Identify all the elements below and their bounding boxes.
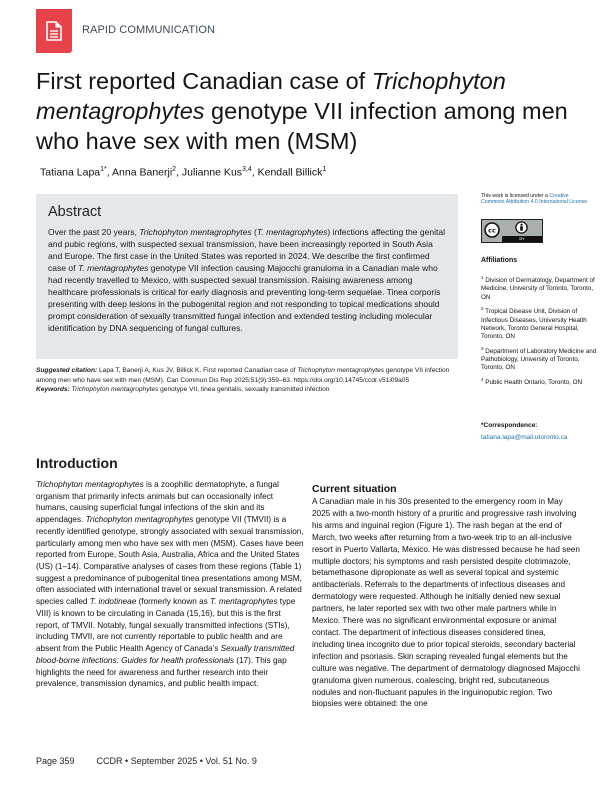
affiliations-list (481, 274, 601, 391)
author-list: Tatiana Lapa$^{1*}$, Anna Banerji$^2$, Julianne Kus$^{3,4}$, Kendall Billick$^1$ (40, 166, 327, 179)
license-notice: This work is licensed under a Creative Commons Attribution 4.0 International License. (481, 193, 589, 206)
attribution-person-icon (515, 221, 528, 234)
correspondence-email-link[interactable]: tatiana.lapa@mail.utoronto.ca (481, 434, 568, 441)
current-situation-text: A Canadian male in his 30s presented to the emergency room in May 2025 with a two-month history of a pruritic and progressive rash involving his arms and inguinal region (Figure 1). The rash began at the end of March, two weeks after returning from a two-week trip to an all-inclusive resort in Puerto Vallarta, Mexico. He was distressed because he had seen multiple doctors; his symptoms and rash persisted despite clotrimazole, betamethasone dipropionate as well as several topical and systemic antibacterials. Referrals to the departments of infectious diseases and dermatology were requested. Although he initially denied new sexual partners, he later reported sex with two other male partners while in Mexico. There was no significant environmental exposure or animal contact. The department of infectious diseases considered tinea, including tinea incognito due to prior topical steroids, secondary bacterial infection and psoriasis. Skin scraping revealed fungal elements but the culture was negative. The department of dermatology diagnosed Majocchi granuloma given numerous, coalescing, bright red, subcutaneous nodules and non-fluctuant papules in the inguinopubic region. Two biopsies were obtained: the one (312, 497, 580, 709)
section-badge (36, 9, 72, 53)
author: Kendall Billick (257, 166, 323, 179)
author: Julianne Kus (181, 166, 243, 179)
keywords-label: Keywords: (36, 386, 70, 394)
suggested-citation: Suggested citation: Lapa T, Banerji A, Kus JV, Billick K. First reported Canadian case of Trichophyton mentagrophytes genotype VII infection among men who have sex with men (MSM). Can Commun Dis Rep 2025;51(9):359–63. https://doi.org/10.14745/ccdr.v51i09a05 Keywords: Trichophyton mentagrophytes genotype VII, tinea genitalis, sexually transmitted infection (36, 367, 450, 394)
doi-link[interactable]: genotype VII infection among men who have sex with men (MSM). Can Commun Dis Rep 2025;51(9):359–63. https://doi.org/10.14745/ccdr.v51i09a05 (36, 367, 450, 384)
page-footer (36, 756, 257, 766)
article-title: First reported Canadian case of Trichophyton mentagrophytes genotype VII infection among men who have sex with men (MSM) (36, 68, 568, 154)
cc-by-badge[interactable] (481, 219, 543, 243)
affiliations-heading: Affiliations (481, 257, 518, 264)
citation-label: Suggested citation: (36, 367, 98, 374)
abstract-heading: Abstract (48, 204, 102, 220)
current-situation-heading: Current situation (312, 483, 397, 495)
affiliation-item: $^1$ Division of Dermatology, Department of Medicine, University of Toronto, Toronto, ON (481, 275, 595, 301)
license-link[interactable]: Creative Commons Attribution 4.0 International License. (481, 193, 589, 206)
affiliation-item: $^4$ Public Health Ontario, Toronto, ON (481, 376, 583, 386)
author: Anna Banerji (112, 166, 173, 179)
affiliation-item: $^3$ Department of Laboratory Medicine and Pathobiology, University of Toronto, Toronto, ON (481, 345, 597, 372)
svg-text:cc: cc (488, 226, 496, 235)
cc-icon (484, 222, 500, 238)
journal-issue: CCDR • September 2025 • Vol. 51 No. 9 (96, 756, 257, 766)
affiliation-item: $^2$ Tropical Disease Unit, Division of Infectious Diseases, University Health Network, Toronto General Hospital, Toronto, ON (481, 306, 587, 340)
introduction-heading: Introduction (36, 455, 118, 471)
by-label: BY (502, 236, 542, 242)
author: Tatiana Lapa (40, 166, 101, 179)
correspondence-label: *Correspondence: (481, 422, 538, 429)
page-number: Page 359 (36, 756, 75, 766)
abstract-box (36, 194, 458, 359)
document-icon (46, 21, 62, 41)
section-label: RAPID COMMUNICATION (82, 24, 216, 36)
introduction-text: Trichophyton mentagrophytes is a zoophilic dermatophyte, a fungal organism that primarily infects animals but can occasionally infect humans, causing superficial fungal infections of the skin and its appendages. Trichophyton mentagrophytes genotype VII (TMVII) is a recently identified genotype, strongly associated with sexual transmission, particularly among men who have sex with men (MSM). Cases have been reported from Europe, South Asia, Australia, Africa and the United States (US) (1–14). Comparative analyses of cases from these regions (Table 1) suggest a predominance of pubogenital tinea presentations among MSM, often associated with international travel or sexual transmission. A related species called T. indotineae (formerly known as T. mentagrophytes type VIII) is known to be circulating in Canada (15,16), but this is the first report, of TMVII. Notably, fungal sexually transmitted infections (STIs), including TMVII, are not currently reportable to public health and are absent from the Public Health Agency of Canada’s Sexually transmitted blood-borne infections: Guides for health professionals (17). This gap highlights the need for awareness and further research into their prevalence, transmission dynamics, and public health impact. (36, 480, 304, 689)
abstract-text: Over the past 20 years, Trichophyton mentagrophytes (T. mentagrophytes) infections affecting the genital and pubic regions, with suspected sexual transmission, have been increasingly reported in South Asia and Europe. The first case in the United States was reported in 2024. We describe the first confirmed case of T. mentagrophytes genotype VII infection causing Majocchi granuloma in a Canadian male who had recently travelled to Mexico, with suspected sexual transmission. Raising awareness among healthcare professionals is critical for early diagnosis and preventing long-term sequelae. Tinea corporis presenting with deep lesions in the pubogenital region and not responding to topical medications should prompt consideration of sexually transmitted fungal infection and extended testing including molecular identification by DNA sequencing of fungal cultures. (48, 227, 446, 334)
